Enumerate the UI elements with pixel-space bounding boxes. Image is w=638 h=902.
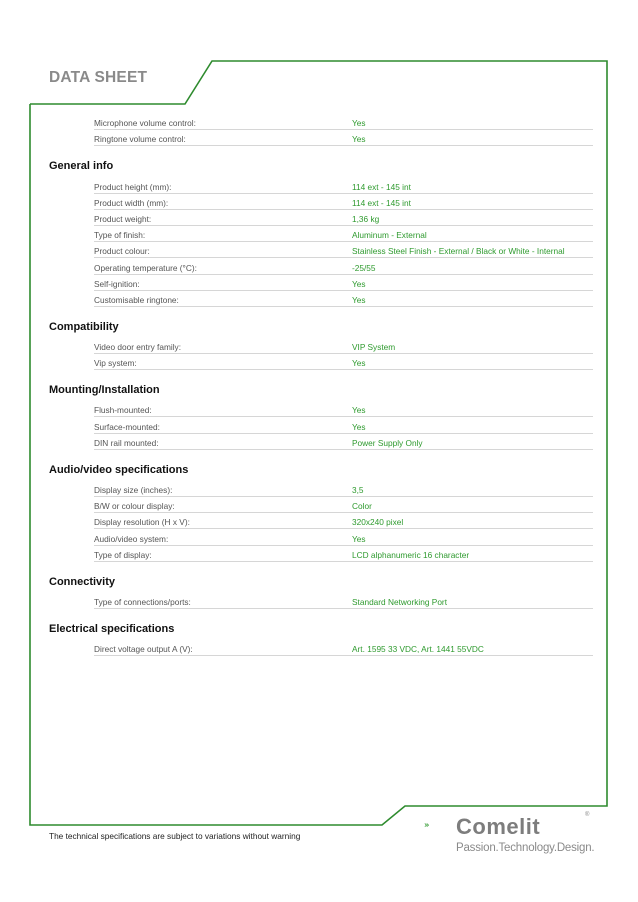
spec-label: Type of connections/ports:	[94, 596, 191, 607]
spec-label: Display resolution (H x V):	[94, 517, 190, 528]
spec-value: Yes	[352, 134, 366, 145]
spec-value: Stainless Steel Finish - External / Black or White - Internal	[352, 246, 565, 257]
spec-row	[94, 497, 593, 513]
spec-row	[94, 114, 593, 130]
section-electrical	[49, 622, 593, 656]
section-general-info	[49, 159, 593, 307]
spec-row	[94, 529, 593, 545]
spec-value: 114 ext - 145 int	[352, 197, 411, 208]
section-mounting-installation	[49, 383, 593, 450]
section-title: Electrical specifications	[49, 622, 175, 635]
spec-label: Ringtone volume control:	[94, 134, 186, 145]
spec-row	[94, 481, 593, 497]
spec-row	[94, 546, 593, 562]
spec-value: Yes	[352, 358, 366, 369]
spec-label: Operating temperature (°C):	[94, 262, 197, 273]
spec-label: Video door entry family:	[94, 342, 182, 353]
spec-value: Yes	[352, 405, 366, 416]
section-compatibility	[49, 320, 593, 370]
spec-value: Yes	[352, 278, 366, 289]
spec-label: Vip system:	[94, 358, 137, 369]
spec-row	[94, 210, 593, 226]
spec-label: Direct voltage output A (V):	[94, 644, 193, 655]
spec-label: B/W or colour display:	[94, 501, 175, 512]
spec-label: Type of finish:	[94, 230, 146, 241]
spec-row	[94, 194, 593, 210]
section-connectivity	[49, 575, 593, 609]
spec-label: Surface-mounted:	[94, 421, 160, 432]
brand-tagline: Passion.Technology.Design.	[456, 842, 595, 854]
footer-disclaimer: The technical specifications are subject to variations without warning	[49, 831, 301, 841]
spec-value: Yes	[352, 294, 366, 305]
spec-label: Display size (inches):	[94, 485, 173, 495]
spec-row	[94, 275, 593, 291]
spec-value: 3,5	[352, 485, 364, 495]
spec-row	[94, 226, 593, 242]
spec-row	[94, 593, 593, 609]
spec-value: VIP System	[352, 342, 396, 353]
spec-row	[94, 401, 593, 417]
page-title: DATA SHEET	[49, 69, 148, 86]
spec-value: Yes	[352, 421, 366, 432]
spec-row	[94, 258, 593, 274]
spec-label: Product weight:	[94, 213, 152, 224]
spec-value: Art. 1595 33 VDC, Art. 1441 55VDC	[352, 644, 484, 655]
spec-row	[94, 177, 593, 193]
spec-row	[94, 338, 593, 354]
spec-row	[94, 640, 593, 656]
spec-row	[94, 417, 593, 433]
spec-label: Product width (mm):	[94, 197, 169, 208]
spec-row	[94, 354, 593, 370]
spec-value: Yes	[352, 533, 366, 544]
spec-label: Product colour:	[94, 246, 150, 257]
spec-label: Product height (mm):	[94, 181, 172, 192]
spec-value: Aluminum - External	[352, 230, 427, 241]
spec-content	[49, 114, 593, 669]
spec-label: Type of display:	[94, 549, 152, 560]
spec-label: Audio/video system:	[94, 533, 169, 544]
spec-label: Flush-mounted:	[94, 405, 152, 416]
spec-row	[94, 242, 593, 258]
section-title: General info	[49, 160, 114, 173]
section-title: Audio/video specifications	[49, 463, 189, 476]
spec-value: Yes	[352, 118, 366, 129]
spec-value: 114 ext - 145 int	[352, 181, 411, 192]
spec-value: 320x240 pixel	[352, 517, 404, 528]
section-audio-video	[49, 463, 593, 562]
spec-value: LCD alphanumeric 16 character	[352, 549, 470, 560]
spec-value: Color	[352, 501, 372, 512]
spec-value: 1,36 kg	[352, 213, 380, 224]
spec-label: Microphone volume control:	[94, 118, 196, 129]
spec-value: Standard Networking Port	[352, 596, 448, 607]
intro-section	[49, 114, 593, 146]
section-title: Mounting/Installation	[49, 384, 160, 397]
spec-row	[94, 513, 593, 529]
spec-row	[94, 130, 593, 146]
section-title: Connectivity	[49, 575, 116, 588]
registered-mark: ®	[585, 812, 590, 818]
comelit-logo-icon	[424, 814, 458, 840]
spec-row	[94, 291, 593, 307]
spec-value: Power Supply Only	[352, 437, 423, 448]
spec-row	[94, 434, 593, 450]
spec-label: DIN rail mounted:	[94, 437, 159, 448]
spec-label: Customisable ringtone:	[94, 294, 179, 305]
brand-name: Comelit	[456, 814, 541, 839]
section-title: Compatibility	[49, 320, 119, 333]
spec-label: Self-ignition:	[94, 278, 140, 289]
spec-value: -25/55	[352, 262, 376, 273]
